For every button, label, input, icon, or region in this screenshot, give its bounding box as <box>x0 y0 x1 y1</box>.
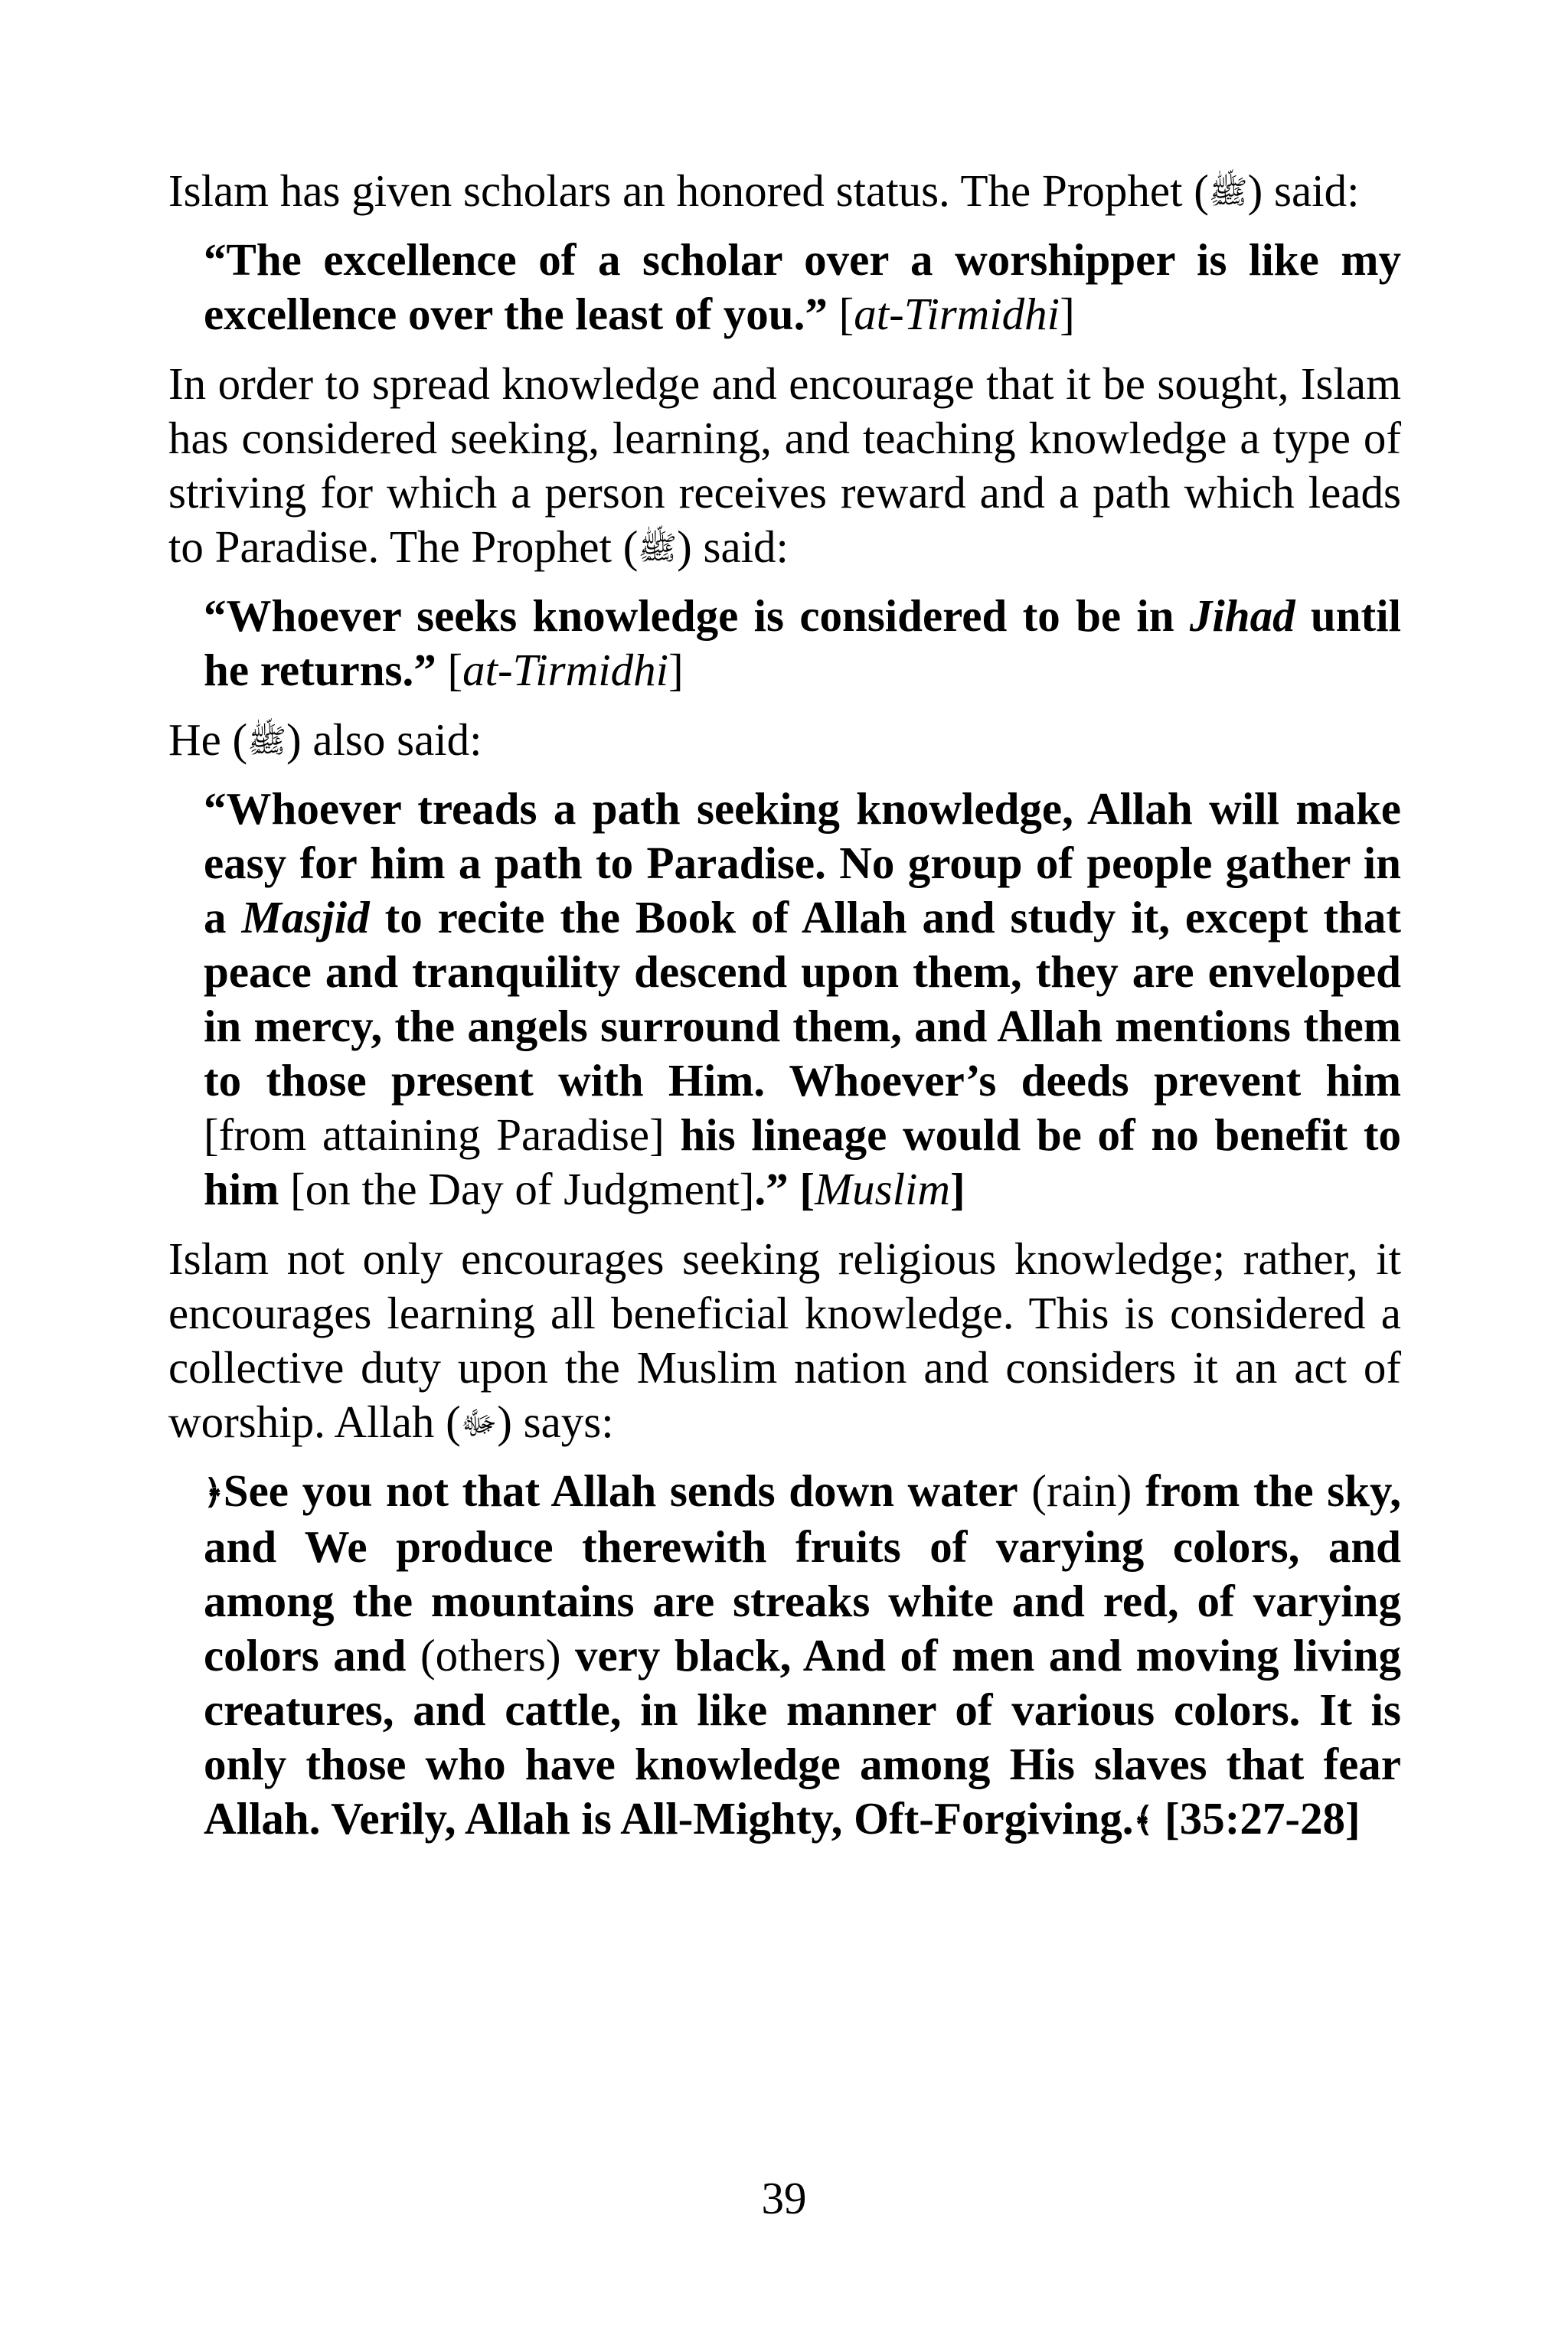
verse-text: See you not that Allah sends down water <box>223 1465 1018 1516</box>
honorific-glyph: ﷺ <box>1208 175 1248 211</box>
paragraph-text: ) also said: <box>286 714 482 765</box>
quote-term: Masjid <box>241 892 370 942</box>
page-number: 39 <box>761 2173 807 2223</box>
paragraph-scholars-status <box>168 164 1401 220</box>
hadith-reference: Muslim <box>815 1164 951 1214</box>
paragraph-text: ) says: <box>497 1396 614 1447</box>
paragraph-text: He ( <box>168 714 248 765</box>
quote-text: until he returns.” <box>204 590 1401 695</box>
quote-text: “The excellence of a scholar over a worshipper is like my excellence over the least of you.” <box>204 234 1401 339</box>
quote-text: his lineage would be of no benefit to him <box>204 1109 1401 1214</box>
paragraph-text: Islam has given scholars an honored status. The Prophet ( <box>168 165 1209 216</box>
hadith-reference: at-Tirmidhi <box>854 289 1060 339</box>
page-body <box>168 164 1401 1847</box>
verse-text: from the sky, and We produce therewith fruits of varying colors, and among the mountains are streaks white and red, of varying colors and <box>204 1465 1401 1681</box>
paragraph-spread-knowledge <box>168 357 1401 577</box>
quote-text: “Whoever treads a path seeking knowledge, Allah will make easy for him a path to Paradise. No group of people gather in a <box>204 783 1401 942</box>
quote-text: “Whoever seeks knowledge is considered to be in <box>204 590 1190 641</box>
honorific-glyph: ﷻ <box>460 1406 498 1442</box>
hadith-quote-excellence: “The excellence of a scholar over a worshipper is like my excellence over the least of you.” [at-Tirmidhi] <box>204 234 1401 339</box>
paragraph-also-said <box>168 713 1401 769</box>
honorific-glyph: ﷺ <box>638 531 678 567</box>
ornate-bracket-open: ﴿ <box>204 1474 224 1511</box>
verse-citation: [35:27-28] <box>1153 1793 1361 1844</box>
hadith-quote-path-to-paradise: “Whoever treads a path seeking knowledge, Allah will make easy for him a path to Paradise. No group of people gather in a Masjid to recite the Book of Allah and study it, except that peace and tranquility descend upon them, they are enveloped in mercy, the angels surround them, and Allah mentions them to those present with Him. Whoever’s deeds prevent him [from attaining Paradise] his lineage would be of no benefit to him [on the Day of Judgment].” [Muslim] <box>204 783 1401 1214</box>
verse-insertion: (rain) <box>1018 1465 1145 1516</box>
quote-insertion: [from attaining Paradise] <box>204 1109 681 1160</box>
quote-insertion: [on the Day of Judgment] <box>279 1164 755 1214</box>
quran-verse-quote <box>204 1464 1401 1847</box>
honorific-glyph: ﷺ <box>247 724 286 760</box>
ornate-bracket-close: ﴾ <box>1133 1802 1154 1839</box>
paragraph-text: In order to spread knowledge and encourage that it be sought, Islam has considered seeking, learning, and teaching knowledge a type of striving for which a person receives reward and a path which leads to Paradise. The Prophet ( <box>168 358 1401 572</box>
quote-text: to recite the Book of Allah and study it, except that peace and tranquility descend upon them, they are enveloped in mercy, the angels surround them, and Allah mentions them to those present with Him. Whoever’s deeds prevent him <box>204 892 1401 1106</box>
paragraph-text: Islam not only encourages seeking religious knowledge; rather, it encourages learning all beneficial knowledge. This is considered a collective duty upon the Muslim nation and considers it an act of worship. Allah ( <box>168 1233 1401 1447</box>
verse-insertion: (others) <box>406 1630 576 1681</box>
quote-term: Jihad <box>1189 590 1295 641</box>
paragraph-beneficial-knowledge <box>168 1232 1401 1452</box>
paragraph-text: ) said: <box>677 521 789 572</box>
verse-text: very black, And of men and moving living creatures, and cattle, in like manner of various colors. It is only those who have knowledge among His slaves that fear Allah. Verily, Allah is All-Mighty, Oft-Forgiving. <box>204 1630 1402 1844</box>
hadith-quote-jihad: “Whoever seeks knowledge is considered to be in Jihad until he returns.” [at-Tirmidhi] <box>204 590 1401 695</box>
hadith-reference: at-Tirmidhi <box>462 645 668 695</box>
paragraph-text: ) said: <box>1247 165 1360 216</box>
